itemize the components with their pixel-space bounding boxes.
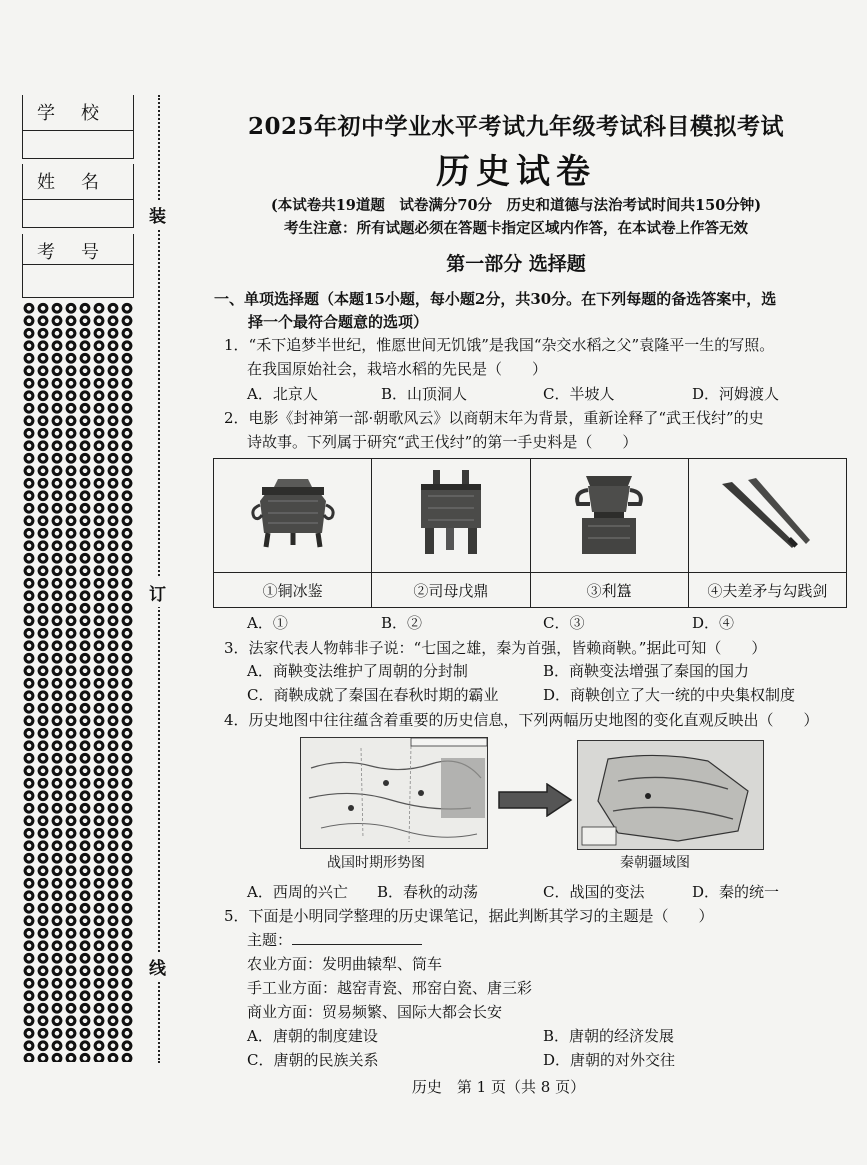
q2-option-b: B．② (381, 614, 423, 632)
question-2-stem-cont: 诗故事。下列属于研究“武王伐纣”的第一手史料是（ ） (247, 433, 638, 451)
note-theme (247, 929, 422, 950)
map-caption-2: 秦朝疆域图 (620, 855, 690, 871)
school-label: 学校 (37, 103, 125, 124)
binding-char-zhuang: 装 (149, 200, 166, 229)
artifact-caption-4: ④夫差矛与勾践剑 (688, 573, 846, 608)
exam-title: 2025年初中学业水平考试九年级考试科目模拟考试 (247, 113, 784, 140)
section-heading: 一、单项选择题（本题15小题，每小题2分，共30分。在下列每题的备选答案中，选 (214, 290, 777, 308)
note-theme-label: 主题： (247, 931, 293, 949)
li-gui-image (530, 459, 688, 573)
decorative-sun-pattern (22, 302, 134, 1062)
q3-option-a: A．商鞅变法维护了周朝的分封制 (247, 662, 468, 680)
paper-title: 历史试卷 (436, 152, 596, 192)
part-heading: 第一部分 选择题 (446, 253, 586, 275)
question-1-stem: 1．“禾下追梦半世纪，惟愿世间无饥饿”是我国“杂交水稻之父”袁隆平一生的写照。 (224, 336, 775, 354)
q5-option-b: B．唐朝的经济发展 (543, 1027, 675, 1045)
section-heading-cont: 择一个最符合题意的选项） (248, 313, 429, 331)
q1-option-b: B．山顶洞人 (381, 385, 468, 403)
q4-option-c: C．战国的变法 (543, 883, 645, 901)
q1-option-a: A．北京人 (247, 385, 318, 403)
q4-option-b: B．春秋的动荡 (377, 883, 479, 901)
question-3-stem: 3．法家代表人物韩非子说：“七国之雄，秦为首强，皆赖商鞅。”据此可知（ ） (224, 639, 767, 657)
q4-option-d: D．秦的统一 (692, 883, 780, 901)
fuchai-spear-goujian-sword-image (688, 459, 846, 573)
exam-info: (本试卷共19道题 试卷满分70分 历史和道德与法治考试时间共150分钟) (270, 197, 762, 214)
artifact-caption-2: ②司母戊鼎 (372, 573, 530, 608)
exam-notice: 考生注意：所有试题必须在答题卡指定区域内作答，在本试卷上作答无效 (284, 220, 748, 237)
q4-option-a: A．西周的兴亡 (247, 883, 348, 901)
bronze-ice-jian-image (214, 459, 372, 573)
warring-states-map (300, 737, 488, 849)
page-footer: 历史 第 1 页（共 8 页） (411, 1078, 586, 1096)
q5-option-d: D．唐朝的对外交往 (543, 1051, 676, 1069)
simuwu-ding-image (372, 459, 530, 573)
q5-option-a: A．唐朝的制度建设 (247, 1027, 378, 1045)
binding-char-ding: 订 (149, 578, 166, 607)
q1-option-c: C．半坡人 (543, 385, 615, 403)
exam-number-label: 考号 (37, 242, 125, 263)
name-label: 姓名 (37, 172, 125, 193)
artifact-table (213, 458, 847, 608)
qin-territory-map (577, 740, 764, 850)
map-caption-1: 战国时期形势图 (327, 855, 425, 871)
artifact-caption-1: ①铜冰鉴 (214, 573, 372, 608)
binding-char-xian: 线 (149, 952, 166, 981)
question-5-stem: 5．下面是小明同学整理的历史课笔记，据此判断其学习的主题是（ ） (224, 907, 714, 925)
note-commerce: 商业方面：贸易频繁、国际大都会长安 (247, 1003, 503, 1021)
question-4-stem: 4．历史地图中往往蕴含着重要的历史信息，下列两幅历史地图的变化直观反映出（ ） (224, 711, 819, 729)
q3-option-b: B．商鞅变法增强了秦国的国力 (543, 662, 750, 680)
q2-option-c: C．③ (543, 614, 585, 632)
q2-option-d: D．④ (692, 614, 735, 632)
q2-option-a: A．① (247, 614, 288, 632)
note-agriculture: 农业方面：发明曲辕犁、筒车 (247, 955, 443, 973)
arrow-icon (497, 783, 573, 821)
q1-option-d: D．河姆渡人 (692, 385, 780, 403)
q5-option-c: C．唐朝的民族关系 (247, 1051, 379, 1069)
artifact-caption-3: ③利簋 (530, 573, 688, 608)
question-2-stem: 2．电影《封神第一部·朝歌风云》以商朝末年为背景，重新诠释了“武王伐纣”的史 (224, 409, 764, 427)
q3-option-d: D．商鞅创立了大一统的中央集权制度 (543, 686, 796, 704)
q3-option-c: C．商鞅成就了秦国在春秋时期的霸业 (247, 686, 499, 704)
theme-blank (292, 930, 422, 945)
note-handicraft: 手工业方面：越窑青瓷、邢窑白瓷、唐三彩 (247, 979, 533, 997)
question-1-stem-cont: 在我国原始社会，栽培水稻的先民是（ ） (247, 360, 548, 378)
